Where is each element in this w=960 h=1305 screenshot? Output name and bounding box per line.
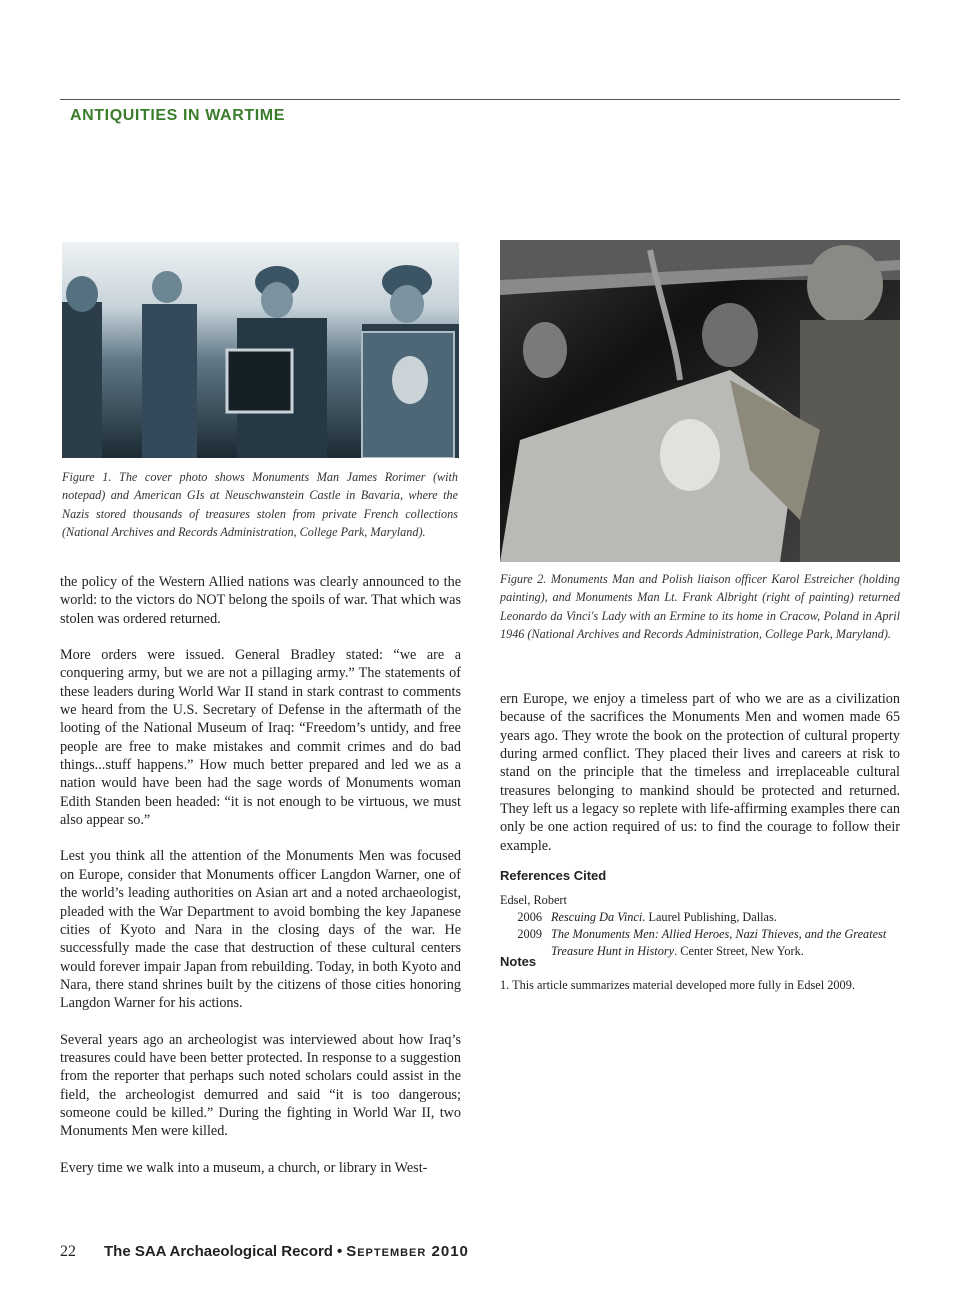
paragraph: More orders were issued. General Bradley stated: “we are a conquering army, but we are not a pillaging army.” The statements of these leaders during World War II stand in stark contrast to comments we heard from the U.S. Secretary of Defense in the aftermath of the looting of the National Museum of Iraq: “Freedom’s untidy, and free people are free to make mistakes and commit crimes and do bad things...stuff happens.” How much better prepared and led we as a nation would have been had the sage words of Monuments woman Edith Standen been headed: “it is not enough to be virtuous, we must also appear so.” — [60, 647, 461, 829]
paragraph: ern Europe, we enjoy a timeless part of who we are as a civilization because of the sacrifices the Monuments Men and women made 65 years ago. They wrote the book on the protection of cultural property during armed conflict. They placed their lives and careers at risk to stand on the principle that the timeless and irreplaceable cultural treasures belonging to mankind should be protected and returned. They left us a legacy so replete with life-affirming examples there can only be one action required of us: to find the courage to follow their example. — [500, 691, 900, 854]
paragraph: the policy of the Western Allied nations was clearly announced to the world: to the victors do NOT belong the spoils of war. That which was stolen was ordered returned. — [60, 574, 461, 627]
page-number: 22 — [60, 1243, 76, 1260]
notes-heading: Notes — [500, 954, 537, 969]
references-list — [500, 892, 900, 960]
soldiers-with-paintings-image — [62, 242, 459, 458]
references-heading: References Cited — [500, 868, 607, 883]
section-title: ANTIQUITIES IN WARTIME — [70, 107, 285, 124]
reference-entry — [500, 926, 900, 960]
figure-1-photo — [62, 242, 459, 458]
reference-publisher: . Laurel Publishing, Dallas. — [642, 910, 777, 924]
right-column — [500, 690, 900, 873]
reference-publisher: . Center Street, New York. — [674, 944, 804, 958]
reference-year: 2009 — [517, 927, 542, 941]
page-footer — [60, 1243, 469, 1261]
header-rule — [60, 99, 900, 100]
figure-1-caption: Figure 1. The cover photo shows Monuments Man James Rorimer (with notepad) and American GIs at Neuschwanstein Castle in Bavaria, where the Nazis stored thousands of treasures stolen from private French collections (National Archives and Records Administration, College Park, Maryland). — [62, 470, 458, 539]
left-column — [60, 573, 461, 1195]
note-item: 1. This article summarizes material developed more fully in Edsel 2009. — [500, 978, 855, 992]
reference-entry — [500, 909, 900, 926]
paragraph: Lest you think all the attention of the Monuments Men was focused on Europe, consider that Monuments officer Langdon Warner, one of the world’s leading authorities on Asian art and a noted archaeologist, pleaded with the War Department to avoid bombing the key Japanese cities of Kyoto and Nara in the closing days of the war. He successfully made the case that destruction of these cultural centers would forever impair Japan from rebuilding. Today, in both Kyoto and Nara, there stand shrines built by the citizens of those cities honoring Langdon Warner for his actions. — [60, 848, 461, 1012]
footer-separator: • — [336, 1243, 343, 1260]
issue-date: September 2010 — [346, 1243, 469, 1260]
publication-title: The SAA Archaeological Record — [104, 1243, 333, 1260]
reference-title: Rescuing Da Vinci — [551, 910, 643, 924]
paragraph: Every time we walk into a museum, a church, or library in West- — [60, 1159, 428, 1176]
reference-title: The Monuments Men: Allied Heroes, Nazi Thieves, and the Greatest Treasure Hunt in History — [551, 927, 887, 958]
figure-2-caption: Figure 2. Monuments Man and Polish liaison officer Karol Estreicher (holding painting), and Monuments Man Lt. Frank Albright (right of painting) returned Leonardo da Vinci's Lady with an Ermine to its home in Cracow, Poland in April 1946 (National Archives and Records Administration, College Park, Maryland). — [500, 572, 900, 641]
lady-with-ermine-return-image — [500, 240, 900, 562]
figure-2-photo — [500, 240, 900, 562]
paragraph: Several years ago an archeologist was interviewed about how Iraq’s treasures could have been better protected. In response to a suggestion from the reporter that perhaps such noted scholars could assist in the field, the archeologist demurred and said “it is too dangerous; someone could be killed.” During the fighting in World War II, two Monuments Men were killed. — [60, 1031, 461, 1140]
reference-author: Edsel, Robert — [500, 893, 567, 907]
reference-year: 2006 — [517, 910, 542, 924]
